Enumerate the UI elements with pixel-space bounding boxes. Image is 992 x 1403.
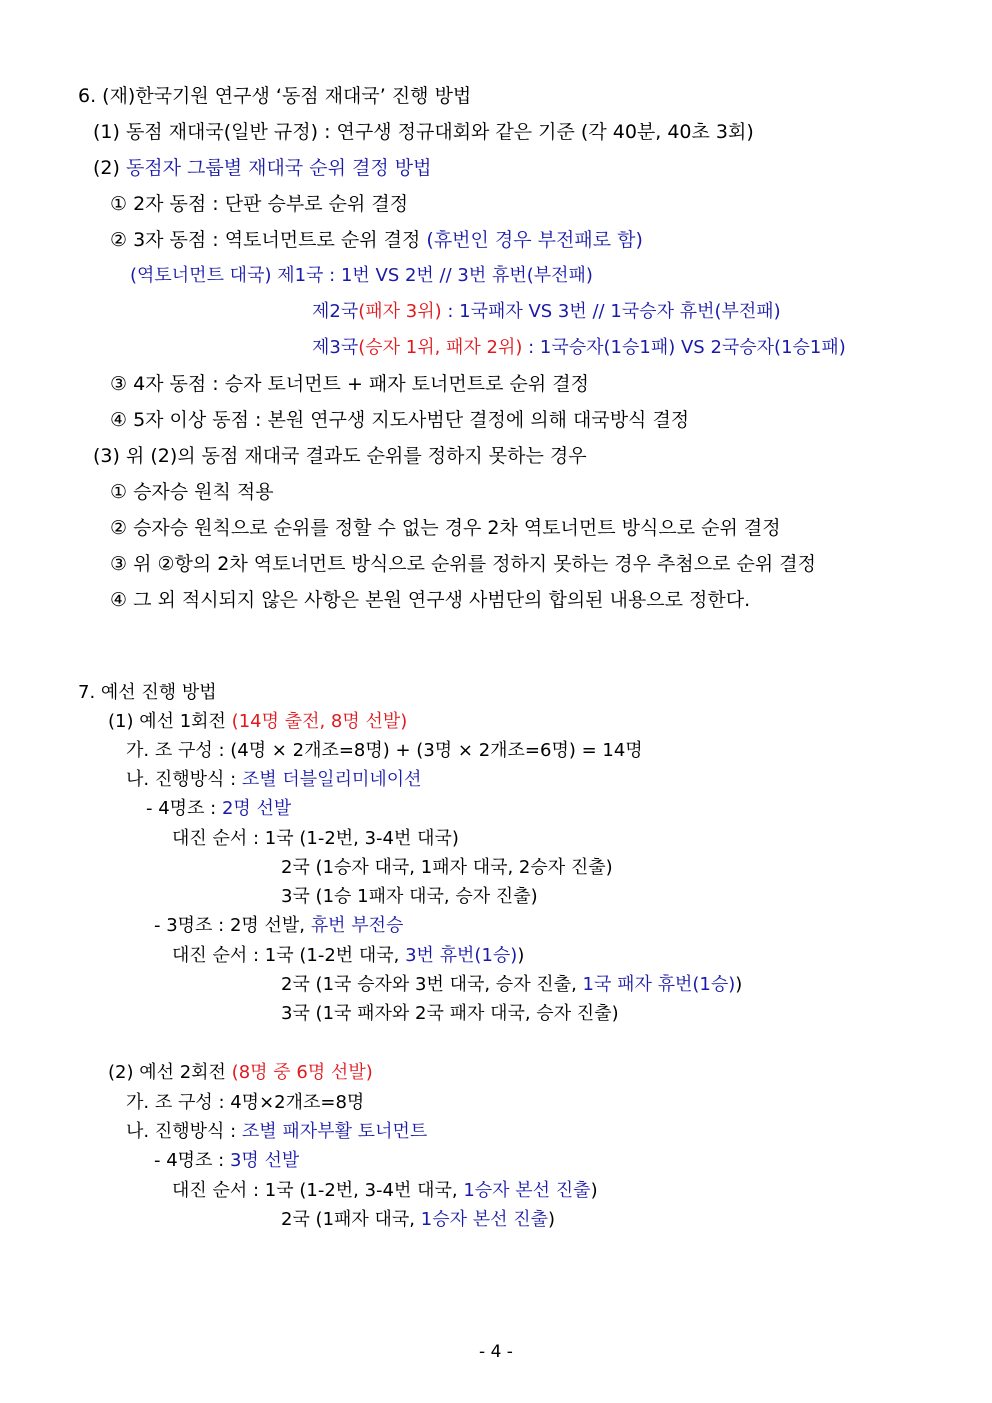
group-3-match-1 [172, 943, 524, 969]
tie-3-text: ② 3자 동점 : 역토너먼트로 순위 결정 [110, 229, 427, 251]
round-2-format [126, 1119, 427, 1145]
round-2-format-label: 나. 진행방식 : [126, 1121, 242, 1142]
round-2-match-2 [281, 1207, 555, 1233]
group-4-selection: 2명 선발 [221, 798, 292, 819]
section-6-item-1: (1) 동점 재대국(일반 규정) : 연구생 정규대회와 같은 기준 (각 40분, 40초 3회) [93, 121, 754, 143]
round-3-label: 제3국 [312, 337, 359, 358]
section-6-title: 6. (재)한국기원 연구생 ‘동점 재대국’ 진행 방법 [78, 85, 472, 107]
round-3-detail: : 1국승자(1승1패) VS 2국승자(1승1패) [522, 337, 846, 358]
reverse-tournament-round-3 [312, 335, 846, 361]
round-2-match-1-b: 1승자 본선 진출 [463, 1180, 591, 1201]
group-4-match-1: 대진 순서 : 1국 (1-2번, 3-4번 대국) [172, 828, 459, 849]
round-2-label: (2) 예선 2회전 [108, 1062, 232, 1083]
group-3-bye: 휴번 부전승 [310, 915, 404, 936]
round-2-match-1-c: ) [590, 1180, 598, 1201]
round-2-match-1-a: 대진 순서 : 1국 (1-2번, 3-4번 대국, [172, 1180, 464, 1201]
group-4-match-2: 2국 (1승자 대국, 1패자 대국, 2승자 진출) [281, 857, 613, 878]
group-3-heading [154, 913, 403, 939]
round-2-match-2-a: 2국 (1패자 대국, [281, 1209, 421, 1230]
round-2-match-1 [172, 1178, 598, 1204]
section-7-title: 7. 예선 진행 방법 [78, 682, 217, 703]
item-2-heading: 동점자 그룹별 재대국 순위 결정 방법 [125, 157, 432, 179]
tie-3-players [110, 227, 643, 253]
round-2-label: 제2국 [312, 301, 359, 322]
group-3-match-1-c: ) [517, 945, 525, 966]
round-1-format [126, 767, 422, 793]
group-3-match-2-c: ) [735, 974, 743, 995]
prelim-round-2-heading [108, 1060, 373, 1086]
item-3-rule-4: ④ 그 외 적시되지 않은 사항은 본원 연구생 사범단의 합의된 내용으로 정한다. [110, 589, 751, 611]
round-2-group-composition: 가. 조 구성 : 4명×2개조=8명 [126, 1092, 365, 1113]
round-1-format-label: 나. 진행방식 : [126, 769, 242, 790]
group-4-label: - 4명조 : [146, 798, 222, 819]
item-3-rule-1: ① 승자승 원칙 적용 [110, 481, 274, 503]
round-2-group-heading [154, 1148, 299, 1174]
round-2-group-label: - 4명조 : [154, 1150, 230, 1171]
round-2-group-selection: 3명 선발 [229, 1150, 300, 1171]
round-2-match-2-c: ) [548, 1209, 556, 1230]
round-1-group-composition: 가. 조 구성 : (4명 × 2개조=8명) + (3명 × 2개조=6명) = 14명 [126, 740, 643, 761]
round-2-rank: (패자 3위) [358, 301, 442, 322]
round-3-rank: (승자 1위, 패자 2위) [358, 337, 523, 358]
prelim-round-1-heading [108, 709, 407, 735]
page-number: - 4 - [479, 1342, 513, 1362]
tie-2-players: ① 2자 동점 : 단판 승부로 순위 결정 [110, 193, 409, 215]
reverse-tournament-round-2 [312, 299, 781, 325]
round-2-detail: : 1국패자 VS 3번 // 1국승자 휴번(부전패) [441, 301, 781, 322]
item-3-rule-2: ② 승자승 원칙으로 순위를 정할 수 없는 경우 2차 역토너먼트 방식으로 순위 결정 [110, 517, 781, 539]
group-3-label: - 3명조 : 2명 선발, [154, 915, 311, 936]
round-1-summary: (14명 출전, 8명 선발) [231, 711, 408, 732]
tie-5-plus-players: ④ 5자 이상 동점 : 본원 연구생 지도사범단 결정에 의해 대국방식 결정 [110, 409, 690, 431]
section-6-item-3: (3) 위 (2)의 동점 재대국 결과도 순위를 정하지 못하는 경우 [93, 445, 587, 467]
group-3-match-1-b: 3번 휴번(1승) [405, 945, 518, 966]
reverse-tournament-round-1: (역토너먼트 대국) 제1국 : 1번 VS 2번 // 3번 휴번(부전패) [130, 265, 593, 286]
group-3-match-2-b: 1국 패자 휴번(1승) [582, 974, 736, 995]
group-3-match-2 [281, 972, 742, 998]
round-2-match-2-b: 1승자 본선 진출 [420, 1209, 548, 1230]
round-2-summary: (8명 중 6명 선발) [231, 1062, 373, 1083]
item-2-number: (2) [93, 157, 126, 179]
group-4-heading [146, 796, 291, 822]
group-3-match-2-a: 2국 (1국 승자와 3번 대국, 승자 진출, [281, 974, 583, 995]
tie-3-note: (휴번인 경우 부전패로 함) [426, 229, 643, 251]
group-4-match-3: 3국 (1승 1패자 대국, 승자 진출) [281, 886, 538, 907]
round-1-label: (1) 예선 1회전 [108, 711, 232, 732]
round-1-format-value: 조별 더블일리미네이션 [241, 769, 422, 790]
tie-4-players: ③ 4자 동점 : 승자 토너먼트 + 패자 토너먼트로 순위 결정 [110, 373, 589, 395]
section-6-item-2 [93, 155, 431, 181]
round-2-format-value: 조별 패자부활 토너먼트 [241, 1121, 428, 1142]
group-3-match-3: 3국 (1국 패자와 2국 패자 대국, 승자 진출) [281, 1003, 619, 1024]
group-3-match-1-a: 대진 순서 : 1국 (1-2번 대국, [172, 945, 406, 966]
item-3-rule-3: ③ 위 ②항의 2차 역토너먼트 방식으로 순위를 정하지 못하는 경우 추첨으로 순위 결정 [110, 553, 816, 575]
